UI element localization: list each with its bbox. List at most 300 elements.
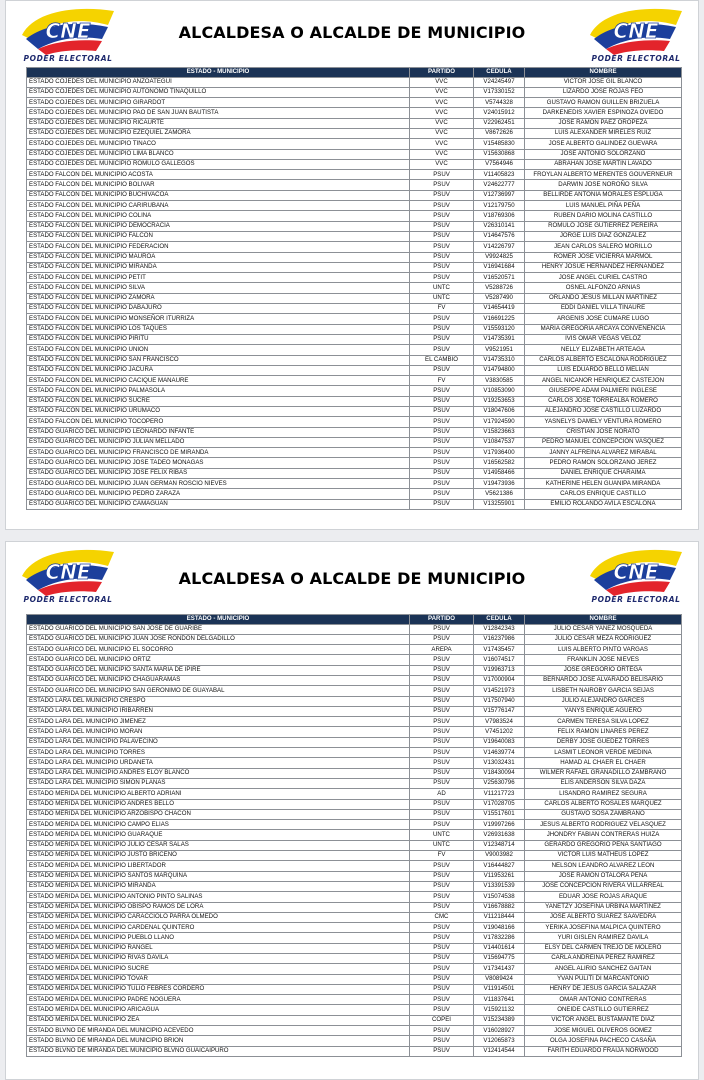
cell-cedula: V24015912 [474,108,525,118]
cell-nombre: OMAR ANTONIO CONTRERAS [525,995,682,1005]
cell-nombre: VICTOR ANGEL BUSTAMANTE DIAZ [525,1015,682,1025]
cell-estado-municipio: ESTADO MERIDA DEL MUNICIPIO LIBERTADOR [27,861,410,871]
cell-estado-municipio: ESTADO BLVNO DE MIRANDA DEL MUNICIPIO BRION [27,1036,410,1046]
cell-nombre: ONEIDE CASTILLO GUTIERREZ [525,1005,682,1015]
cell-estado-municipio: ESTADO LARA DEL MUNICIPIO ANDRES ELOY BLANCO [27,768,410,778]
cell-partido: PSUV [410,881,474,891]
cell-estado-municipio: ESTADO FALCON DEL MUNICIPIO SILVA [27,283,410,293]
table-row [27,799,682,809]
table-row [27,77,682,87]
cell-partido: PSUV [410,1005,474,1015]
cell-estado-municipio: ESTADO MERIDA DEL MUNICIPIO TULIO FEBRES CORDERO [27,984,410,994]
cell-cedula: V7564946 [474,159,525,169]
cell-partido: PSUV [410,242,474,252]
cell-estado-municipio: ESTADO FALCON DEL MUNICIPIO BOLIVAR [27,180,410,190]
cell-estado-municipio: ESTADO MERIDA DEL MUNICIPIO CARDENAL QUINTERO [27,923,410,933]
cell-estado-municipio: ESTADO LARA DEL MUNICIPIO URDANETA [27,758,410,768]
cell-estado-municipio: ESTADO FALCON DEL MUNICIPIO BUCHIVACOA [27,190,410,200]
table-row [27,149,682,159]
cell-estado-municipio: ESTADO FALCON DEL MUNICIPIO TOCOPERO [27,417,410,427]
cell-estado-municipio: ESTADO MERIDA DEL MUNICIPIO MIRANDA [27,881,410,891]
cne-logo-right [584,546,688,606]
cell-partido: PSUV [410,386,474,396]
table-row [27,427,682,437]
cell-nombre: YURI GISLEN RAMIREZ DAVILA [525,933,682,943]
cell-partido: PSUV [410,737,474,747]
cell-nombre: ANGEL ALIRIO SANCHEZ GAITAN [525,964,682,974]
cell-nombre: BELLIRDE ANTONIA MORALES ESPLUGA [525,190,682,200]
cne-logo-graphic [584,546,688,596]
cell-cedula: V12842343 [474,624,525,634]
table-row [27,355,682,365]
cell-partido: PSUV [410,396,474,406]
cell-partido: PSUV [410,954,474,964]
cell-estado-municipio: ESTADO COJEDES DEL MUNICIPIO LIMA BLANCO [27,149,410,159]
cne-logo-text: CNE [45,560,91,584]
cell-cedula: V7451202 [474,727,525,737]
cell-estado-municipio: ESTADO COJEDES DEL MUNICIPIO GIRARDOT [27,98,410,108]
cell-cedula: V12736997 [474,190,525,200]
cell-partido: PSUV [410,468,474,478]
cell-estado-municipio: ESTADO LARA DEL MUNICIPIO SIMON PLANAS [27,778,410,788]
cell-partido: PSUV [410,748,474,758]
table-row [27,778,682,788]
cell-nombre: LISANDRO RAMIREZ SEGURA [525,789,682,799]
cell-estado-municipio: ESTADO FALCON DEL MUNICIPIO PETIT [27,273,410,283]
cell-estado-municipio: ESTADO LARA DEL MUNICIPIO IRIBARREN [27,706,410,716]
cne-logo-text: CNE [613,19,659,43]
table-row [27,262,682,272]
cell-nombre: OSNEL ALFONZO ARNIAS [525,283,682,293]
cell-nombre: YVAN PULITI DI MARCANTONIO [525,974,682,984]
cell-cedula: V7983524 [474,717,525,727]
cell-partido: PSUV [410,499,474,509]
table-row [27,468,682,478]
cell-partido: PSUV [410,201,474,211]
cell-partido: PSUV [410,820,474,830]
cell-partido: CMC [410,912,474,922]
cell-estado-municipio: ESTADO MERIDA DEL MUNICIPIO ARZOBISPO CHACON [27,809,410,819]
cell-partido: AREPA [410,645,474,655]
cell-cedula: V15694775 [474,954,525,964]
cell-cedula: V16444827 [474,861,525,871]
cell-nombre: IVIS OMAR VEGAS VELOZ [525,334,682,344]
cell-cedula: V17028705 [474,799,525,809]
cell-cedula: V13032431 [474,758,525,768]
cell-nombre: JOSE ALBERTO GALINDEZ GUEVARA [525,139,682,149]
cell-estado-municipio: ESTADO GUARICO DEL MUNICIPIO CAMAGUAN [27,499,410,509]
cell-nombre: JOSE RAMON PAEZ OROPEZA [525,118,682,128]
table-row [27,665,682,675]
cell-nombre: NELSON LEANDRO ALVAREZ LEON [525,861,682,871]
cell-nombre: FRANKLIN JOSE NIEVES [525,655,682,665]
table-row [27,624,682,634]
cell-cedula: V22962451 [474,118,525,128]
cell-cedula: V14521973 [474,686,525,696]
table-row [27,376,682,386]
cell-partido: PSUV [410,180,474,190]
cell-estado-municipio: ESTADO FALCON DEL MUNICIPIO DABAJURO [27,304,410,314]
table-row [27,655,682,665]
table-row [27,933,682,943]
cell-nombre: DARKENEDIS XAVIER ESPINOZA OVIEDO [525,108,682,118]
cell-nombre: ORLANDO JESUS MILLAN MARTINEZ [525,293,682,303]
cell-nombre: WILMER RAFAEL GRANADILLO ZAMBRANO [525,768,682,778]
column-header-cedula: CEDULA [474,68,525,78]
cell-partido: PSUV [410,655,474,665]
cell-cedula: V16678882 [474,902,525,912]
cell-cedula: V17936400 [474,448,525,458]
table-row [27,211,682,221]
cell-cedula: V11218444 [474,912,525,922]
cell-partido: PSUV [410,995,474,1005]
cell-nombre: DANIEL ENRIQUE CHARAIMA [525,468,682,478]
cell-cedula: V16941684 [474,262,525,272]
cell-nombre: CRISTIAN JOSE NORATO [525,427,682,437]
cell-partido: PSUV [410,273,474,283]
cell-cedula: V15074538 [474,892,525,902]
cell-partido: UNTC [410,840,474,850]
cell-estado-municipio: ESTADO FALCON DEL MUNICIPIO FALCON [27,231,410,241]
cell-partido: VVC [410,139,474,149]
table-row [27,830,682,840]
table-row [27,293,682,303]
cell-cedula: V14735310 [474,355,525,365]
cell-nombre: LUIS MANUEL PIÑA PEÑA [525,201,682,211]
page-title: ALCALDESA O ALCALDE DE MUNICIPIO [178,23,526,42]
cell-partido: PSUV [410,407,474,417]
cell-nombre: EMILIO ROLANDO AVILA ESCALONA [525,499,682,509]
table-row [27,386,682,396]
cell-partido: EL CAMBIO [410,355,474,365]
cell-partido: UNTC [410,830,474,840]
table-row [27,768,682,778]
cell-estado-municipio: ESTADO FALCON DEL MUNICIPIO MONSEÑOR ITURRIZA [27,314,410,324]
cell-partido: PSUV [410,964,474,974]
cell-cedula: V14958466 [474,468,525,478]
cell-estado-municipio: ESTADO FALCON DEL MUNICIPIO PALMASOLA [27,386,410,396]
table-row [27,407,682,417]
cell-nombre: ABRAHAN JOSE MARTIN LAVADO [525,159,682,169]
column-header-partido: PARTIDO [410,615,474,625]
cell-cedula: V12414544 [474,1046,525,1056]
table-row [27,748,682,758]
cell-nombre: BERNARDO JOSE ALVARADO BELISARIO [525,675,682,685]
cell-partido: PSUV [410,696,474,706]
cell-cedula: V18430094 [474,768,525,778]
cell-cedula: V13391539 [474,881,525,891]
cell-estado-municipio: ESTADO MERIDA DEL MUNICIPIO ANTONIO PINTO SALINAS [27,892,410,902]
cell-partido: VVC [410,149,474,159]
cell-partido: PSUV [410,427,474,437]
cell-nombre: PEDRO MANUEL CONCEPCION VASQUEZ [525,437,682,447]
cell-nombre: ANGEL NICANOR HENRIQUEZ CASTEJON [525,376,682,386]
cell-nombre: JANNY ALFREINA ALVAREZ MIRABAL [525,448,682,458]
cell-partido: PSUV [410,758,474,768]
cell-estado-municipio: ESTADO MERIDA DEL MUNICIPIO RIVAS DAVILA [27,954,410,964]
cne-logo-text: CNE [613,560,659,584]
cell-partido: PSUV [410,345,474,355]
table-header-row [27,68,682,78]
cell-nombre: DARWIN JOSE NOROÑO SILVA [525,180,682,190]
table-row [27,314,682,324]
cell-partido: PSUV [410,314,474,324]
cell-cedula: V26310141 [474,221,525,231]
cell-estado-municipio: ESTADO LARA DEL MUNICIPIO MORAN [27,727,410,737]
cell-estado-municipio: ESTADO MERIDA DEL MUNICIPIO CARACCIOLO PARRA OLMEDO [27,912,410,922]
cell-nombre: JHONDRY FABIAN CONTRERAS HUIZA [525,830,682,840]
cell-partido: PSUV [410,190,474,200]
cell-nombre: JORGE LUIS DIAZ GONZALEZ [525,231,682,241]
table-row [27,448,682,458]
cell-estado-municipio: ESTADO FALCON DEL MUNICIPIO ZAMORA [27,293,410,303]
table-row [27,273,682,283]
cell-partido: PSUV [410,984,474,994]
cell-nombre: CARLOS ALBERTO ROSALES MARQUEZ [525,799,682,809]
cell-estado-municipio: ESTADO COJEDES DEL MUNICIPIO ANZOATEGUI [27,77,410,87]
cell-cedula: V17435457 [474,645,525,655]
cell-cedula: V9003982 [474,851,525,861]
document-page-2 [5,541,699,1080]
cell-nombre: HENRY DE JESUS GARCIA SALAZAR [525,984,682,994]
cell-cedula: V17507940 [474,696,525,706]
cell-cedula: V16520571 [474,273,525,283]
table-row [27,118,682,128]
table-row [27,345,682,355]
cell-partido: PSUV [410,211,474,221]
cell-nombre: JOSE RAMON OTALORA PEÑA [525,871,682,881]
cell-cedula: V15517601 [474,809,525,819]
cell-partido: UNTC [410,283,474,293]
cell-cedula: V15485830 [474,139,525,149]
candidates-table [26,614,682,1057]
cell-estado-municipio: ESTADO FALCON DEL MUNICIPIO UNION [27,345,410,355]
cell-partido: PSUV [410,324,474,334]
cell-nombre: VICTOR LUIS MATHEUS LOPEZ [525,851,682,861]
table-row [27,304,682,314]
cell-estado-municipio: ESTADO BLVNO DE MIRANDA DEL MUNICIPIO BLVNO GUAICAIPURO [27,1046,410,1056]
cell-estado-municipio: ESTADO GUARICO DEL MUNICIPIO LEONARDO INFANTE [27,427,410,437]
cell-nombre: ROMULO JOSE GUTIERREZ PEREIRA [525,221,682,231]
table-row [27,1046,682,1056]
cell-estado-municipio: ESTADO GUARICO DEL MUNICIPIO EL SOCORRO [27,645,410,655]
cell-estado-municipio: ESTADO FALCON DEL MUNICIPIO JACURA [27,365,410,375]
cell-partido: PSUV [410,231,474,241]
cell-nombre: JOSE ALBERTO SUAREZ SAAVEDRA [525,912,682,922]
table-row [27,201,682,211]
cell-estado-municipio: ESTADO MERIDA DEL MUNICIPIO ZEA [27,1015,410,1025]
cell-estado-municipio: ESTADO LARA DEL MUNICIPIO TORRES [27,748,410,758]
cell-cedula: V17832286 [474,933,525,943]
logo-caption: PODER ELECTORAL [591,595,681,604]
cne-logo-graphic [584,5,688,55]
cell-estado-municipio: ESTADO FALCON DEL MUNICIPIO CARIRUBANA [27,201,410,211]
cell-estado-municipio: ESTADO LARA DEL MUNICIPIO JIMENEZ [27,717,410,727]
cell-nombre: RUBEN DARIO MOLINA CASTILLO [525,211,682,221]
cell-partido: PSUV [410,624,474,634]
logo-caption: PODER ELECTORAL [591,54,681,63]
table-row [27,479,682,489]
cell-estado-municipio: ESTADO MERIDA DEL MUNICIPIO GUARAQUE [27,830,410,840]
cell-cedula: V19640083 [474,737,525,747]
cell-cedula: V25630796 [474,778,525,788]
cell-estado-municipio: ESTADO FALCON DEL MUNICIPIO FEDERACION [27,242,410,252]
table-row [27,809,682,819]
cell-nombre: YANYS ENRIQUE AGUERO [525,706,682,716]
cell-nombre: LUIS EDUARDO BELLO MELIAN [525,365,682,375]
cell-estado-municipio: ESTADO MERIDA DEL MUNICIPIO SUCRE [27,964,410,974]
cell-nombre: ARGENIS JOSE CUMARE LUGO [525,314,682,324]
table-row [27,675,682,685]
cell-nombre: EDDI DANIEL VILLA TINAURE [525,304,682,314]
cell-nombre: YASNELYS DAMELY VENTURA ROMERO [525,417,682,427]
cell-partido: UNTC [410,293,474,303]
table-row [27,686,682,696]
cell-estado-municipio: ESTADO LARA DEL MUNICIPIO PALAVECINO [27,737,410,747]
cell-nombre: JOSE ANTONIO SOLORZANO [525,149,682,159]
cell-cedula: V11914501 [474,984,525,994]
cell-estado-municipio: ESTADO BLVNO DE MIRANDA DEL MUNICIPIO ACEVEDO [27,1026,410,1036]
cell-cedula: V10853090 [474,386,525,396]
cell-cedula: V17000904 [474,675,525,685]
cell-estado-municipio: ESTADO MERIDA DEL MUNICIPIO TOVAR [27,974,410,984]
cell-cedula: V15921132 [474,1005,525,1015]
cell-estado-municipio: ESTADO MERIDA DEL MUNICIPIO CAMPO ELIAS [27,820,410,830]
table-row [27,1026,682,1036]
cell-nombre: NELLY ELIZABETH ARTEAGA [525,345,682,355]
cell-cedula: V19997266 [474,820,525,830]
cell-nombre: JULIO CESAR MEZA RODRIGUEZ [525,634,682,644]
cell-cedula: V15234389 [474,1015,525,1025]
cell-partido: PSUV [410,675,474,685]
cell-partido: VVC [410,98,474,108]
cell-partido: PSUV [410,933,474,943]
cell-cedula: V11953261 [474,871,525,881]
cell-estado-municipio: ESTADO GUARICO DEL MUNICIPIO JOSE FELIX RIBAS [27,468,410,478]
cell-partido: VVC [410,118,474,128]
cell-nombre: CARLOS JOSE TORREALBA ROMERO [525,396,682,406]
cell-nombre: MARIA GREGORIA ARCAYA CONVENENCIA [525,324,682,334]
cell-cedula: V19473936 [474,479,525,489]
cell-nombre: HAMAD AL CHAER EL CHAER [525,758,682,768]
cell-cedula: V5287490 [474,293,525,303]
cell-partido: PSUV [410,809,474,819]
table-row [27,881,682,891]
table-row [27,334,682,344]
cell-partido: PSUV [410,634,474,644]
cell-estado-municipio: ESTADO FALCON DEL MUNICIPIO DEMOCRACIA [27,221,410,231]
cell-partido: VVC [410,128,474,138]
cell-estado-municipio: ESTADO FALCON DEL MUNICIPIO ACOSTA [27,170,410,180]
cell-cedula: V16028927 [474,1026,525,1036]
logo-caption: PODER ELECTORAL [23,595,113,604]
cell-estado-municipio: ESTADO FALCON DEL MUNICIPIO PIRITU [27,334,410,344]
cell-cedula: V19253653 [474,396,525,406]
cell-nombre: YANETZY JOSEFINA URBINA MARTINEZ [525,902,682,912]
cell-cedula: V14639774 [474,748,525,758]
cell-estado-municipio: ESTADO COJEDES DEL MUNICIPIO EZEQUIEL ZAMORA [27,128,410,138]
cell-cedula: V26931638 [474,830,525,840]
cell-partido: AD [410,789,474,799]
cell-estado-municipio: ESTADO GUARICO DEL MUNICIPIO JUAN GERMAN ROSCIO NIEVES [27,479,410,489]
cell-nombre: CARMEN TERESA SILVA LOPEZ [525,717,682,727]
cell-estado-municipio: ESTADO MERIDA DEL MUNICIPIO PUEBLO LLANO [27,933,410,943]
column-header-cedula: CEDULA [474,615,525,625]
cell-estado-municipio: ESTADO GUARICO DEL MUNICIPIO JOSE TADEO MONAGAS [27,458,410,468]
cell-cedula: V24622777 [474,180,525,190]
cell-nombre: LISBETH NAIROBY GARCIA SEIJAS [525,686,682,696]
table-row [27,128,682,138]
cell-cedula: V14401614 [474,943,525,953]
cell-cedula: V13255901 [474,499,525,509]
cell-estado-municipio: ESTADO FALCON DEL MUNICIPIO MIRANDA [27,262,410,272]
table-row [27,717,682,727]
table-row [27,437,682,447]
cell-nombre: GUSTAVO SOSA ZAMBRANO [525,809,682,819]
table-row [27,706,682,716]
cell-estado-municipio: ESTADO COJEDES DEL MUNICIPIO TINACO [27,139,410,149]
cell-nombre: CARLOS ALBERTO ESCALONA RODRIGUEZ [525,355,682,365]
cne-logo-right [584,5,688,65]
cell-nombre: ELIS ANDERSON SILVA DAZA [525,778,682,788]
cell-nombre: GIUSEPPE ADAM PALMIERI INGLESE [525,386,682,396]
table-row [27,737,682,747]
table-row [27,499,682,509]
cell-cedula: V14654419 [474,304,525,314]
cell-partido: PSUV [410,1026,474,1036]
cell-nombre: FROYLAN ALBERTO MERENTES GOUVERNEUR [525,170,682,180]
cell-partido: PSUV [410,706,474,716]
cell-cedula: V14647576 [474,231,525,241]
cell-partido: PSUV [410,437,474,447]
cell-cedula: V14735391 [474,334,525,344]
cell-nombre: JOSE ANGEL CURIEL CASTRO [525,273,682,283]
table-row [27,324,682,334]
table-row [27,190,682,200]
cell-nombre: CARLOS ENRIQUE CASTILLO [525,489,682,499]
cell-partido: PSUV [410,262,474,272]
cell-nombre: FARITH EDUARDO FRAIJA NORWOOD [525,1046,682,1056]
cell-estado-municipio: ESTADO FALCON DEL MUNICIPIO URUMACO [27,407,410,417]
cell-partido: PSUV [410,479,474,489]
cell-partido: FV [410,851,474,861]
cell-cedula: V14794800 [474,365,525,375]
cell-nombre: HENRY JOSUE HERNANDEZ HERNANDEZ [525,262,682,272]
table-row [27,108,682,118]
cell-cedula: V19963713 [474,665,525,675]
cell-partido: PSUV [410,902,474,912]
cell-nombre: ROMER JOSE VICIERRA MARMOL [525,252,682,262]
page-header [6,1,698,67]
cell-cedula: V12065873 [474,1036,525,1046]
column-header-estado-municipio: ESTADO - MUNICIPIO [27,615,410,625]
logo-caption: PODER ELECTORAL [23,54,113,63]
cell-cedula: V5621386 [474,489,525,499]
table-row [27,923,682,933]
document-page-1 [5,0,699,530]
cell-cedula: V3830585 [474,376,525,386]
cell-estado-municipio: ESTADO FALCON DEL MUNICIPIO CACIQUE MANAURE [27,376,410,386]
cell-estado-municipio: ESTADO FALCON DEL MUNICIPIO SUCRE [27,396,410,406]
table-row [27,943,682,953]
cell-cedula: V11217723 [474,789,525,799]
cell-estado-municipio: ESTADO COJEDES DEL MUNICIPIO PAO DE SAN JUAN BAUTISTA [27,108,410,118]
cell-nombre: JOSE GREGORIO ORTEGA [525,665,682,675]
cell-nombre: EDUAR JOSE ROJAS ARAQUE [525,892,682,902]
column-header-nombre: NOMBRE [525,68,682,78]
cell-cedula: V16691225 [474,314,525,324]
cell-cedula: V15823663 [474,427,525,437]
